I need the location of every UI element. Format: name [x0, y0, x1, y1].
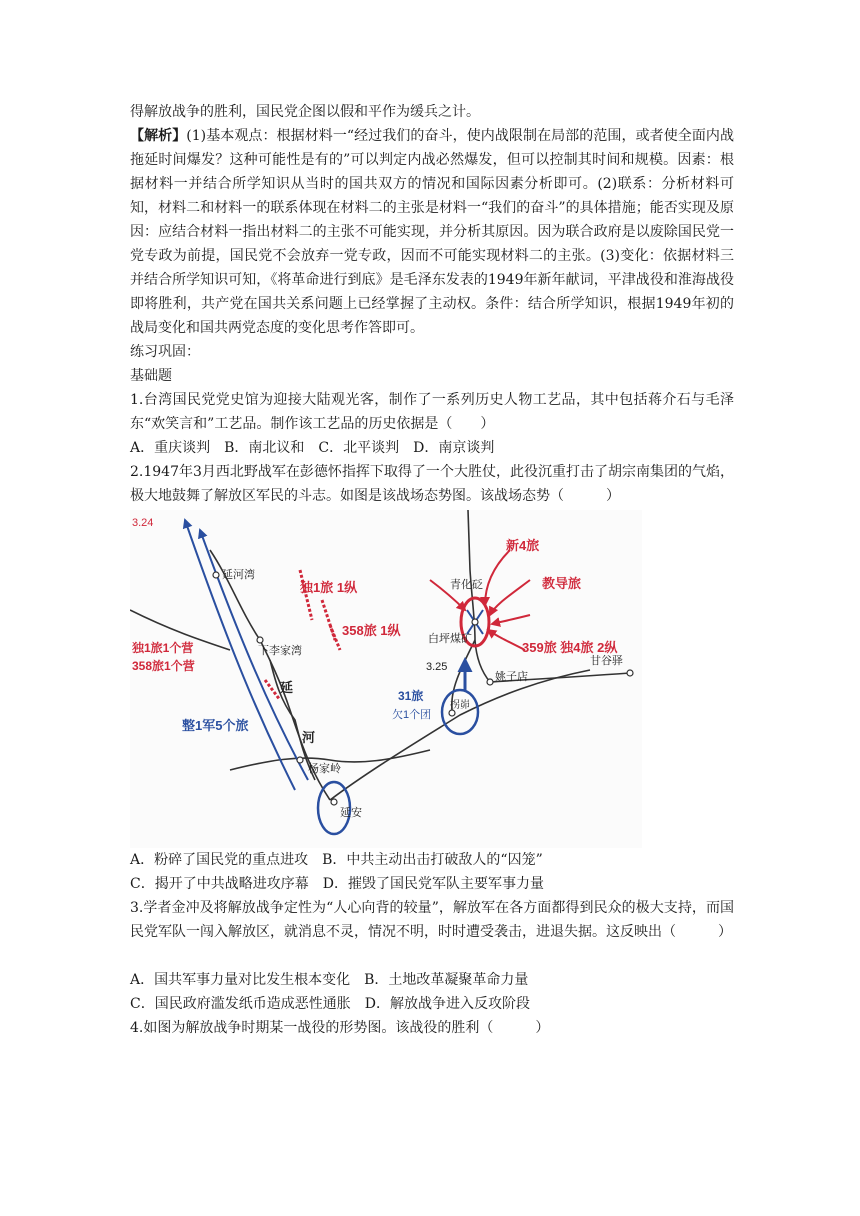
q1-option-c: C．北平谈判	[318, 440, 400, 456]
analysis-label: 【解析】	[130, 128, 187, 144]
q1-option-d: D．南京谈判	[413, 440, 495, 456]
q1-option-b: B．南北议和	[224, 440, 305, 456]
map-label-zheng: 整1军5个旅	[182, 718, 249, 733]
map-date-1: 3.24	[132, 517, 154, 529]
map-label-31a: 31旅	[398, 689, 424, 703]
q1-options	[130, 436, 734, 460]
map-label-he: 河	[302, 730, 316, 745]
analysis-text: (1)基本观点：根据材料一“经过我们的奋斗，使内战限制在局部的范围，或者使全面内战拖延时间爆发？这种可能性是有的”可以判定内战必然爆发，但可以控制其时间和规模。因素：根据材料一并结合所学知识从当时的国共双方的情况和国际因素分析即可。(2)联系：分析材料可知，材料二和材料一的联系体现在材料二的主张是材料一“我们的奋斗”的具体措施；能否实现及原因：应结合材料一指出材料二的主张不可能实现，并分析其原因。因为联合政府是以废除国民党一党专政为前提，国民党不会放弃一党专政，因而不可能实现材料二的主张。(3)变化：依据材料三并结合所学知识可知，《将革命进行到底》是毛泽东发表的1949年新年献词，平津战役和淮海战役即将胜利，共产党在国共关系问题上已经掌握了主动权。条件：结合所学知识，根据1949年初的战局变化和国共两党态度的变化思考作答即可。	[130, 128, 734, 336]
map-label-yaozi: 姚子店	[495, 671, 528, 683]
q1-stem: 1.台湾国民党党史馆为迎接大陆观光客，制作了一系列历史人物工艺品，其中包括蒋介石与毛泽东“欢笑言和”工艺品。制作该工艺品的历史依据是（ ）	[130, 392, 734, 432]
map-label-baiping: 白坪煤矿	[428, 633, 472, 645]
map-label-31b: 欠1个团	[392, 709, 432, 721]
map-label-qinghua: 青化砭	[450, 579, 483, 591]
q3-stem: 3.学者金冲及将解放战争定性为“人心向背的较量”，解放军在各方面都得到民众的极大支持，而国民党军队一闯入解放区，就消息不灵，情况不明，时时遭受袭击，进退失据。这反映出（ ）	[130, 900, 734, 940]
q2-option-a: A．粉碎了国民党的重点进攻	[130, 852, 309, 868]
q3-option-c: C．国民政府滥发纸币造成恶性通胀	[130, 996, 351, 1012]
map-label-d1: 独1旅 1纵	[300, 580, 358, 595]
map-label-red-left-2: 358旅1个营	[132, 659, 195, 673]
q3-option-d: D．解放战争进入反攻阶段	[364, 996, 530, 1012]
q3-options-row2	[130, 992, 734, 1016]
q2-options-row2	[130, 872, 734, 896]
document-body	[130, 100, 734, 508]
q1-option-a: A．重庆谈判	[130, 440, 211, 456]
practice-heading: 练习巩固：	[130, 344, 200, 360]
q2-option-b: B．中共主动出击打破敌人的“囚笼”	[322, 852, 543, 868]
map-label-r359: 359旅 独4旅 2纵	[522, 640, 618, 655]
map-label-d2: 358旅 1纵	[342, 623, 401, 638]
map-label-xiali: 下李家湾	[258, 645, 302, 657]
q4-stem: 4.如图为解放战争时期某一战役的形势图。该战役的胜利（ ）	[130, 1020, 550, 1036]
q2-option-c: C．揭开了中共战略进攻序幕	[130, 876, 309, 892]
map-label-jiaodao: 教导旅	[542, 576, 582, 591]
map-label-yanhewan: 延河湾	[222, 569, 255, 581]
q3-options-row1	[130, 968, 734, 992]
map-label-xin4: 新4旅	[506, 538, 540, 553]
q3-option-b: B．土地改革凝聚革命力量	[364, 972, 529, 988]
map-label-guaimao: 拐峁	[450, 700, 470, 711]
answer-tail: 得解放战争的胜利，国民党企图以假和平作为缓兵之计。	[130, 104, 480, 120]
map-label-ganguyi: 甘谷驿	[590, 655, 623, 667]
basic-heading: 基础题	[130, 368, 172, 384]
q2-options-row1	[130, 848, 734, 872]
analysis-paragraph	[130, 124, 734, 340]
q2-option-d: D．摧毁了国民党军队主要军事力量	[322, 876, 544, 892]
q2-stem: 2.1947年3月西北野战军在彭德怀指挥下取得了一个大胜仗，此役沉重打击了胡宗南集团的气焰，极大地鼓舞了解放区军民的斗志。如图是该战场态势图。该战场态势（ ）	[130, 464, 734, 504]
lower-content	[130, 848, 734, 1040]
q3-option-a: A．国共军事力量对比发生根本变化	[130, 972, 351, 988]
map-label-yanan: 延安	[340, 807, 362, 819]
map-label-red-left-1: 独1旅1个营	[132, 641, 194, 655]
map-label-date-2: 3.25	[426, 661, 448, 673]
battle-map	[130, 510, 642, 848]
map-label-yangjia: 杨家岭	[308, 763, 341, 775]
map-label-yan: 延	[280, 680, 294, 695]
